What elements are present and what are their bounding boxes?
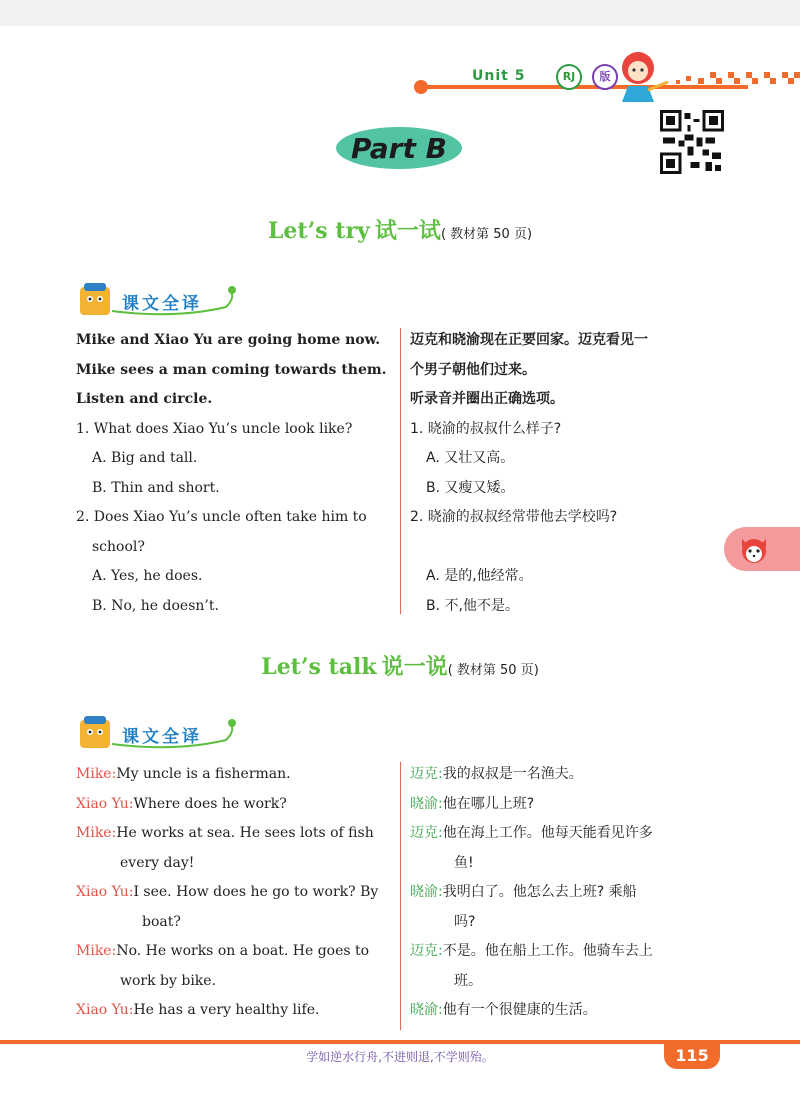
lets-try-cn: 试一试 xyxy=(374,218,441,244)
dialogue-text: My uncle is a fisherman. xyxy=(116,766,291,782)
talk-cn-line xyxy=(410,794,730,814)
try-cn-line: 1. 晓渝的叔叔什么样子? xyxy=(410,421,562,437)
dialogue-text: 不是。他在船上工作。他骑车去上 xyxy=(442,943,653,959)
try-cn-line: A. 又壮又高。 xyxy=(426,450,515,466)
speaker-label: Mike: xyxy=(76,943,117,959)
dialogue-text: 班。 xyxy=(454,973,482,989)
speaker-label: 晓渝: xyxy=(410,796,443,812)
dialogue-text: 鱼! xyxy=(454,855,474,871)
try-cn-line: A. 是的,他经常。 xyxy=(426,568,533,584)
try-en-line: B. Thin and short. xyxy=(92,480,220,496)
translation-label-2 xyxy=(76,714,246,754)
talk-en-line xyxy=(76,1000,394,1020)
speaker-label: Xiao Yu: xyxy=(76,1002,134,1018)
dialogue-text: 我的叔叔是一名渔夫。 xyxy=(442,766,583,782)
dialogue-text: boat? xyxy=(142,914,181,930)
talk-en-line xyxy=(76,853,438,873)
try-en-line: Mike and Xiao Yu are going home now. xyxy=(76,332,381,348)
try-en-line: A. Big and tall. xyxy=(92,450,198,466)
qr-code-icon[interactable] xyxy=(660,110,724,174)
rj-badge: RJ xyxy=(556,64,582,90)
speaker-label: 晓渝: xyxy=(410,884,443,900)
dialogue-text: 吗? xyxy=(454,914,476,930)
try-en-line: school? xyxy=(92,539,145,555)
speaker-label: 晓渝: xyxy=(410,1002,443,1018)
speaker-label: 迈克: xyxy=(410,766,443,782)
speaker-label: Mike: xyxy=(76,825,117,841)
talk-en-line xyxy=(76,882,394,902)
talk-cn-line xyxy=(410,1000,730,1020)
dialogue-text: He has a very healthy life. xyxy=(133,1002,320,1018)
talk-en-line xyxy=(76,764,394,784)
lets-try-en: Let’s try xyxy=(267,218,370,244)
talk-cn-line xyxy=(410,882,730,902)
speaker-label: 迈克: xyxy=(410,825,443,841)
unit-dot xyxy=(414,80,428,94)
speaker-label: 迈克: xyxy=(410,943,443,959)
lets-talk-title xyxy=(0,650,800,681)
dialogue-text: 他有一个很健康的生活。 xyxy=(442,1002,597,1018)
talk-en-line xyxy=(76,912,460,932)
speaker-label: Mike: xyxy=(76,766,117,782)
try-cn-line: 迈克和晓渝现在正要回家。迈克看见一 xyxy=(410,332,648,348)
talk-cn-line xyxy=(410,823,730,843)
try-cn-line: 2. 晓渝的叔叔经常带他去学校吗? xyxy=(410,509,618,525)
talk-cn-line xyxy=(410,853,774,873)
try-cn-line: 听录音并圈出正确选项。 xyxy=(410,391,564,407)
talk-cn-line xyxy=(410,941,730,961)
lets-talk-cn: 说一说 xyxy=(381,654,448,680)
part-title-badge xyxy=(336,127,462,169)
try-en-line: 1. What does Xiao Yu’s uncle look like? xyxy=(76,421,353,437)
footer-motto: 学如逆水行舟,不进则退,不学则殆。 xyxy=(306,1050,494,1064)
try-en-line: Listen and circle. xyxy=(76,391,213,407)
dialogue-text: work by bike. xyxy=(120,973,217,989)
dialogue-text: I see. How does he go to work? By xyxy=(133,884,379,900)
talk-en-line xyxy=(76,794,394,814)
speaker-label: Xiao Yu: xyxy=(76,796,134,812)
dialogue-text: 我明白了。他怎么去上班? 乘船 xyxy=(442,884,637,900)
translation-label-text: 课文全译 xyxy=(122,294,202,314)
talk-cn-line xyxy=(410,971,774,991)
speaker-label: Xiao Yu: xyxy=(76,884,134,900)
try-cn-line: B. 不,他不是。 xyxy=(426,598,519,614)
dialogue-text: 他在哪儿上班? xyxy=(442,796,535,812)
checker-pattern xyxy=(676,70,800,86)
lets-try-ref: ( 教材第 50 页) xyxy=(440,227,533,242)
talk-cn-line xyxy=(410,764,730,784)
talk-cn-line xyxy=(410,912,774,932)
try-en-line: Mike sees a man coming towards them. xyxy=(76,362,387,378)
mascot-girl-icon xyxy=(608,46,672,106)
translation-label-1 xyxy=(76,281,246,321)
lets-try-title xyxy=(0,214,800,245)
top-band xyxy=(0,0,800,26)
unit-label: Unit 5 xyxy=(472,68,526,84)
fox-mascot-icon xyxy=(736,531,772,567)
part-title: Part B xyxy=(351,131,447,165)
lets-talk-ref: ( 教材第 50 页) xyxy=(447,663,539,678)
ban-badge: 版 xyxy=(592,64,618,90)
lets-talk-en: Let’s talk xyxy=(261,654,377,680)
dialogue-text: He works at sea. He sees lots of fish xyxy=(116,825,374,841)
translation-label-text: 课文全译 xyxy=(122,727,202,747)
try-cn-line: B. 又瘦又矮。 xyxy=(426,480,515,496)
dialogue-text: No. He works on a boat. He goes to xyxy=(116,943,370,959)
talk-en-line xyxy=(76,823,394,843)
talk-en-line xyxy=(76,971,438,991)
dialogue-text: Where does he work? xyxy=(133,796,287,812)
try-cn-line: 个男子朝他们过来。 xyxy=(410,362,536,378)
try-en-line: B. No, he doesn’t. xyxy=(92,598,219,614)
dialogue-text: 他在海上工作。他每天能看见许多 xyxy=(442,825,653,841)
try-en-line: A. Yes, he does. xyxy=(92,568,203,584)
talk-en-line xyxy=(76,941,394,961)
page-number: 115 xyxy=(664,1043,720,1069)
try-en-line: 2. Does Xiao Yu’s uncle often take him to xyxy=(76,509,367,525)
dialogue-text: every day! xyxy=(120,855,195,871)
